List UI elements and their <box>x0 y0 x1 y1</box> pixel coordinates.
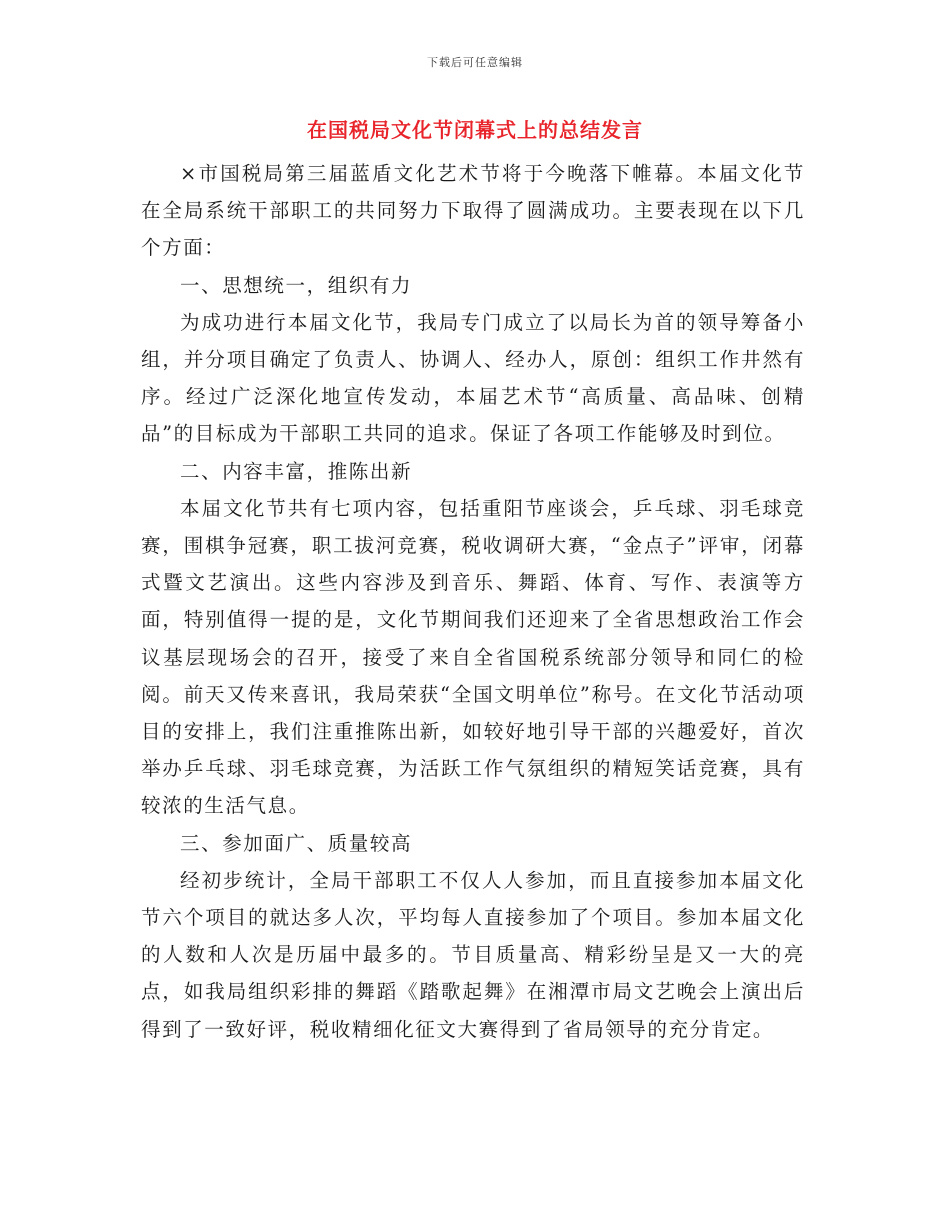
section-paragraph-3: 经初步统计，全局干部职工不仅人人参加，而且直接参加本届文化节六个项目的就达多人次，平均每人直接参加了个项目。参加本届文化的人数和人次是历届中最多的。节目质量高、精彩纷呈是又一大的亮点，如我局组织彩排的舞蹈《踏歌起舞》在湘潭市局文艺晚会上演出后得到了一致好评，税收精细化征文大赛得到了省局领导的充分肯定。 <box>141 868 805 1041</box>
section-paragraph-1: 为成功进行本届文化节，我局专门成立了以局长为首的领导筹备小组，并分项目确定了负责人、协调人、经办人，原创：组织工作井然有序。经过广泛深化地宣传发动，本届艺术节“高质量、高品味、创精品”的目标成为干部职工共同的追求。保证了各项工作能够及时到位。 <box>141 310 805 446</box>
section-heading-1: 一、思想统一，组织有力 <box>180 273 413 297</box>
section-heading-2: 二、内容丰富，推陈出新 <box>180 459 413 483</box>
document-body <box>141 155 805 1048</box>
intro-paragraph: ×市国税局第三届蓝盾文化艺术节将于今晚落下帷幕。本届文化节在全局系统干部职工的共同努力下取得了圆满成功。主要表现在以下几个方面： <box>141 162 805 260</box>
section-paragraph-2: 本届文化节共有七项内容，包括重阳节座谈会，乒乓球、羽毛球竞赛，围棋争冠赛，职工拔河竞赛，税收调研大赛，“金点子”评审，闭幕式暨文艺演出。这些内容涉及到音乐、舞蹈、体育、写作、表演等方面，特别值得一提的是，文化节期间我们还迎来了全省思想政治工作会议基层现场会的召开，接受了来自全省国税系统部分领导和同仁的检阅。前天又传来喜讯，我局荣获“全国文明单位”称号。在文化节活动项目的安排上，我们注重推陈出新，如较好地引导干部的兴趣爱好，首次举办乒乓球、羽毛球竞赛，为活跃工作气氛组织的精短笑话竞赛，具有较浓的生活气息。 <box>141 496 805 818</box>
document-title: 在国税局文化节闭幕式上的总结发言 <box>307 118 643 142</box>
section-heading-3: 三、参加面广、质量较高 <box>180 831 413 855</box>
header-note: 下载后可任意编辑 <box>427 56 523 69</box>
